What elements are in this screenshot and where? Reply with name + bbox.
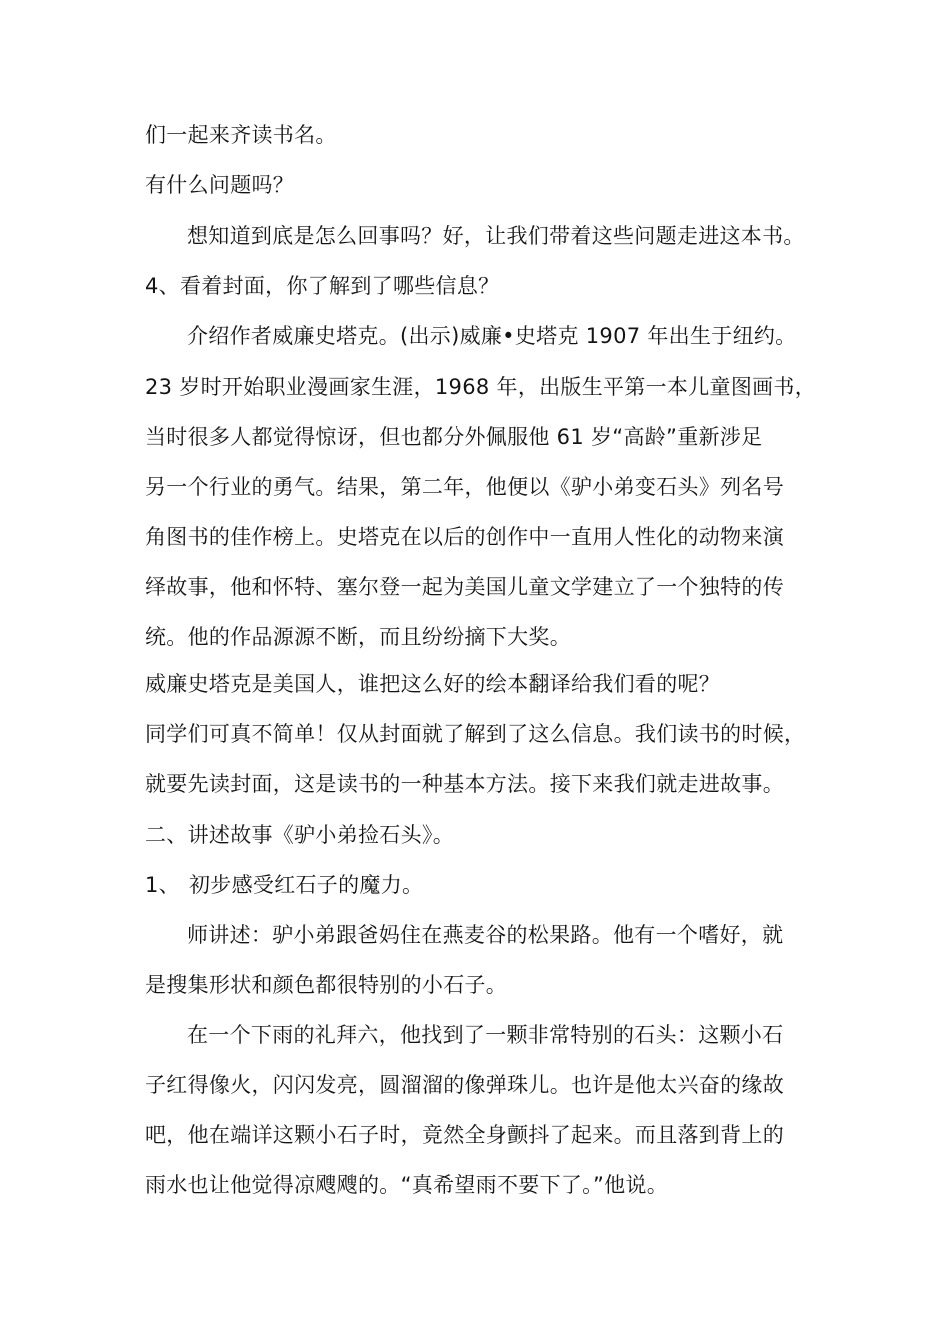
text-line: 绎故事，他和怀特、塞尔登一起为美国儿童文学建立了一个独特的传 — [145, 575, 784, 599]
text-line: 想知道到底是怎么回事吗？好，让我们带着这些问题走进这本书。 — [187, 224, 805, 248]
text-line: 雨水也让他觉得凉飕飕的。“真希望雨不要下了。”他说。 — [145, 1173, 669, 1197]
numbered-item — [145, 870, 423, 900]
text-line: 们一起来齐读书名。 — [145, 123, 337, 147]
text-line: 同学们可真不简单！仅从封面就了解到了这么信息。我们读书的时候， — [145, 722, 806, 746]
text-line: 子红得像火，闪闪发亮，圆溜溜的像弹珠儿。也许是他太兴奋的缘故 — [145, 1073, 784, 1097]
item-number: 1、 — [145, 873, 180, 897]
text-line: 就要先读封面，这是读书的一种基本方法。接下来我们就走进故事。 — [145, 772, 784, 796]
text-line: 有什么问题吗？ — [145, 173, 295, 197]
text-line: 统。他的作品源源不断，而且纷纷摘下大奖。 — [145, 625, 571, 649]
text-line: 师讲述：驴小弟跟爸妈住在燕麦谷的松果路。他有一个嗜好，就 — [187, 923, 784, 947]
text-line: 另一个行业的勇气。结果，第二年，他便以《驴小弟变石头》列名号 — [145, 475, 784, 499]
text-line: 威廉史塔克是美国人，谁把这么好的绘本翻译给我们看的呢？ — [145, 672, 721, 696]
text-line: 当时很多人都觉得惊讶，但也都分外佩服他 61 岁“高龄”重新涉足 — [145, 425, 763, 449]
text-line: 在一个下雨的礼拜六，他找到了一颗非常特别的石头：这颗小石 — [187, 1023, 784, 1047]
text-line: 23 岁时开始职业漫画家生涯，1968 年，出版生平第一本儿童图画书， — [145, 375, 817, 399]
text-line: 介绍作者威廉史塔克。(出示)威廉•史塔克 1907 年出生于纽约。 — [187, 324, 797, 348]
section-heading: 二、讲述故事《驴小弟捡石头》。 — [145, 823, 454, 847]
section-heading: 4、看着封面，你了解到了哪些信息？ — [145, 274, 500, 298]
item-text: 初步感受红石子的魔力。 — [189, 873, 424, 897]
text-line: 是搜集形状和颜色都很特别的小石子。 — [145, 973, 508, 997]
text-line: 吧，他在端详这颗小石子时，竟然全身颤抖了起来。而且落到背上的 — [145, 1123, 784, 1147]
text-line: 角图书的佳作榜上。史塔克在以后的创作中一直用人性化的动物来演 — [145, 525, 784, 549]
